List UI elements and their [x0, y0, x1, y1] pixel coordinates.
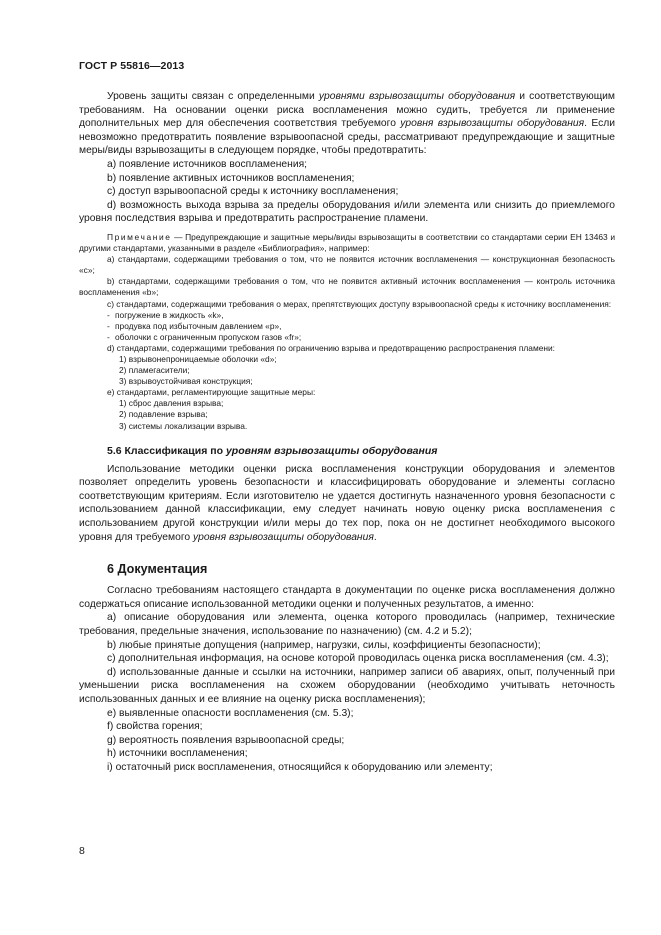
section-6-item: g) вероятность появления взрывоопасной среды;	[107, 734, 345, 746]
term-emphasis: уровня взрывозащиты оборудования	[192, 531, 374, 543]
intro-item: d) возможность выхода взрыва за пределы оборудования и/или элемента или снизить до приемлемого уровня последствия взрыва и предотвратить распространение пламени.	[79, 199, 615, 225]
intro-item: a) появление источников воспламенения;	[107, 158, 308, 170]
page-content	[79, 90, 615, 775]
section-6-lead: Согласно требованиям настоящего стандарта в документации по оценке риска воспламенения должно содержаться описание использованной методики оценки и полученных результатов, а именно:	[79, 585, 615, 610]
intro-item: b) появление активных источников воспламенения;	[107, 172, 355, 184]
section-6-item: h) источники воспламенения;	[107, 748, 248, 760]
section-6-heading: 6 Документация	[107, 562, 208, 577]
note-dash-item: - оболочки с ограниченным пропуском газов «fr»;	[107, 331, 302, 342]
document-header: ГОСТ Р 55816—2013	[79, 60, 185, 72]
note-sub-item: 1) взрывонепроницаемые оболочки «d»;	[119, 353, 277, 364]
section-6-item: c) дополнительная информация, на основе которой проводилась оценка риска воспламенения (см. 4.3);	[107, 653, 609, 665]
section-5-6-body: Использование методики оценки риска воспламенения конструкции оборудования и элементов позволяет определить уровень безопасности и классифицировать оборудование и элементы согласно соответствующим критериям. Если изготовителю не удается достигнуть назначенного уровня безопасности с использованием данной классификации, ему следует начинать новую оценку риска воспламенения с использованием другой конструкции и/или меры до тех пор, пока он не достигнет необходимого высокого уровня для требуемого уровня взрывозащиты оборудования.	[79, 463, 615, 543]
note-item-b: b) стандартами, содержащими требования о том, что не появится активный источник воспламенения — контроль источника воспламенения «b»;	[79, 276, 615, 298]
intro-paragraph: Уровень защиты связан с определенными уровнями взрывозащиты оборудования и соответствующим требованиям. На основании оценки риска воспламенения можно судить, требуется ли применение дополнительных мер для обеспечения соответствия требуемого уровня взрывозащиты оборудования. Если невозможно предотвратить появление взрывоопасной среды, рассматривают предупреждающие и защитные меры/виды взрывозащиты в следующем порядке, чтобы предотвратить:	[79, 91, 615, 157]
note-item-e: e) стандартами, регламентирующие защитные меры:	[107, 387, 316, 398]
note-sub-item: 3) взрывоустойчивая конструкция;	[119, 376, 253, 387]
note-sub-item: 2) подавление взрыва;	[119, 409, 208, 420]
section-6-item: b) любые принятые допущения (например, нагрузки, силы, коэффициенты безопасности);	[107, 639, 541, 651]
note-sub-item: 2) пламегасители;	[119, 365, 190, 376]
note-dash-item: - погружение в жидкость «k»,	[107, 309, 224, 320]
note-item-d: d) стандартами, содержащими требования по ограничению взрыва и предотвращению распространения пламени:	[107, 342, 555, 353]
section-6-item: d) использованные данные и ссылки на источники, например записи об авариях, опыт, полученный при уменьшении риска воспламенения на схожем оборудовании (необходимо учитывать неточность использованных данных и ее влияние на оценку риска воспламенения);	[79, 666, 615, 705]
term-emphasis: уровня взрывозащиты оборудования	[400, 118, 585, 130]
note-sub-item: 1) сброс давления взрыва;	[119, 398, 224, 409]
section-6-item: i) остаточный риск воспламенения, относящийся к оборудованию или элементу;	[107, 761, 493, 773]
note-sub-item: 3) системы локализации взрыва.	[119, 420, 248, 431]
section-6-item: f) свойства горения;	[107, 721, 203, 733]
note-label: Примечание	[107, 231, 172, 242]
page-number: 8	[79, 845, 85, 857]
term-emphasis: уровнями взрывозащиты оборудования	[318, 91, 516, 102]
section-6-item: a) описание оборудования или элемента, оценка которого проводилась (например, технические требования, предельные значения, использование по назначению) (см. 4.2 и 5.2);	[79, 612, 615, 637]
section-6-item: e) выявленные опасности воспламенения (см. 5.3);	[107, 707, 354, 719]
note-item-c: c) стандартами, содержащими требования о мерах, препятствующих доступу взрывоопасной среды к источнику воспламенения:	[107, 298, 612, 309]
intro-item: c) доступ взрывоопасной среды к источнику воспламенения;	[107, 186, 399, 198]
note-lead: Примечание — Предупреждающие и защитные меры/виды взрывозащиты в соответствии со стандартами серии ЕН 13463 и другими стандартами, указанными в разделе «Библиография», например:	[79, 231, 616, 254]
section-5-6-heading: 5.6 Классификация по уровням взрывозащиты оборудования	[107, 444, 438, 457]
note-item-a: a) стандартами, содержащими требования о том, что не появится источник воспламенения — конструкционная безопасность «c»;	[79, 254, 615, 276]
note-dash-item: - продувка под избыточным давлением «p»,	[107, 320, 282, 331]
